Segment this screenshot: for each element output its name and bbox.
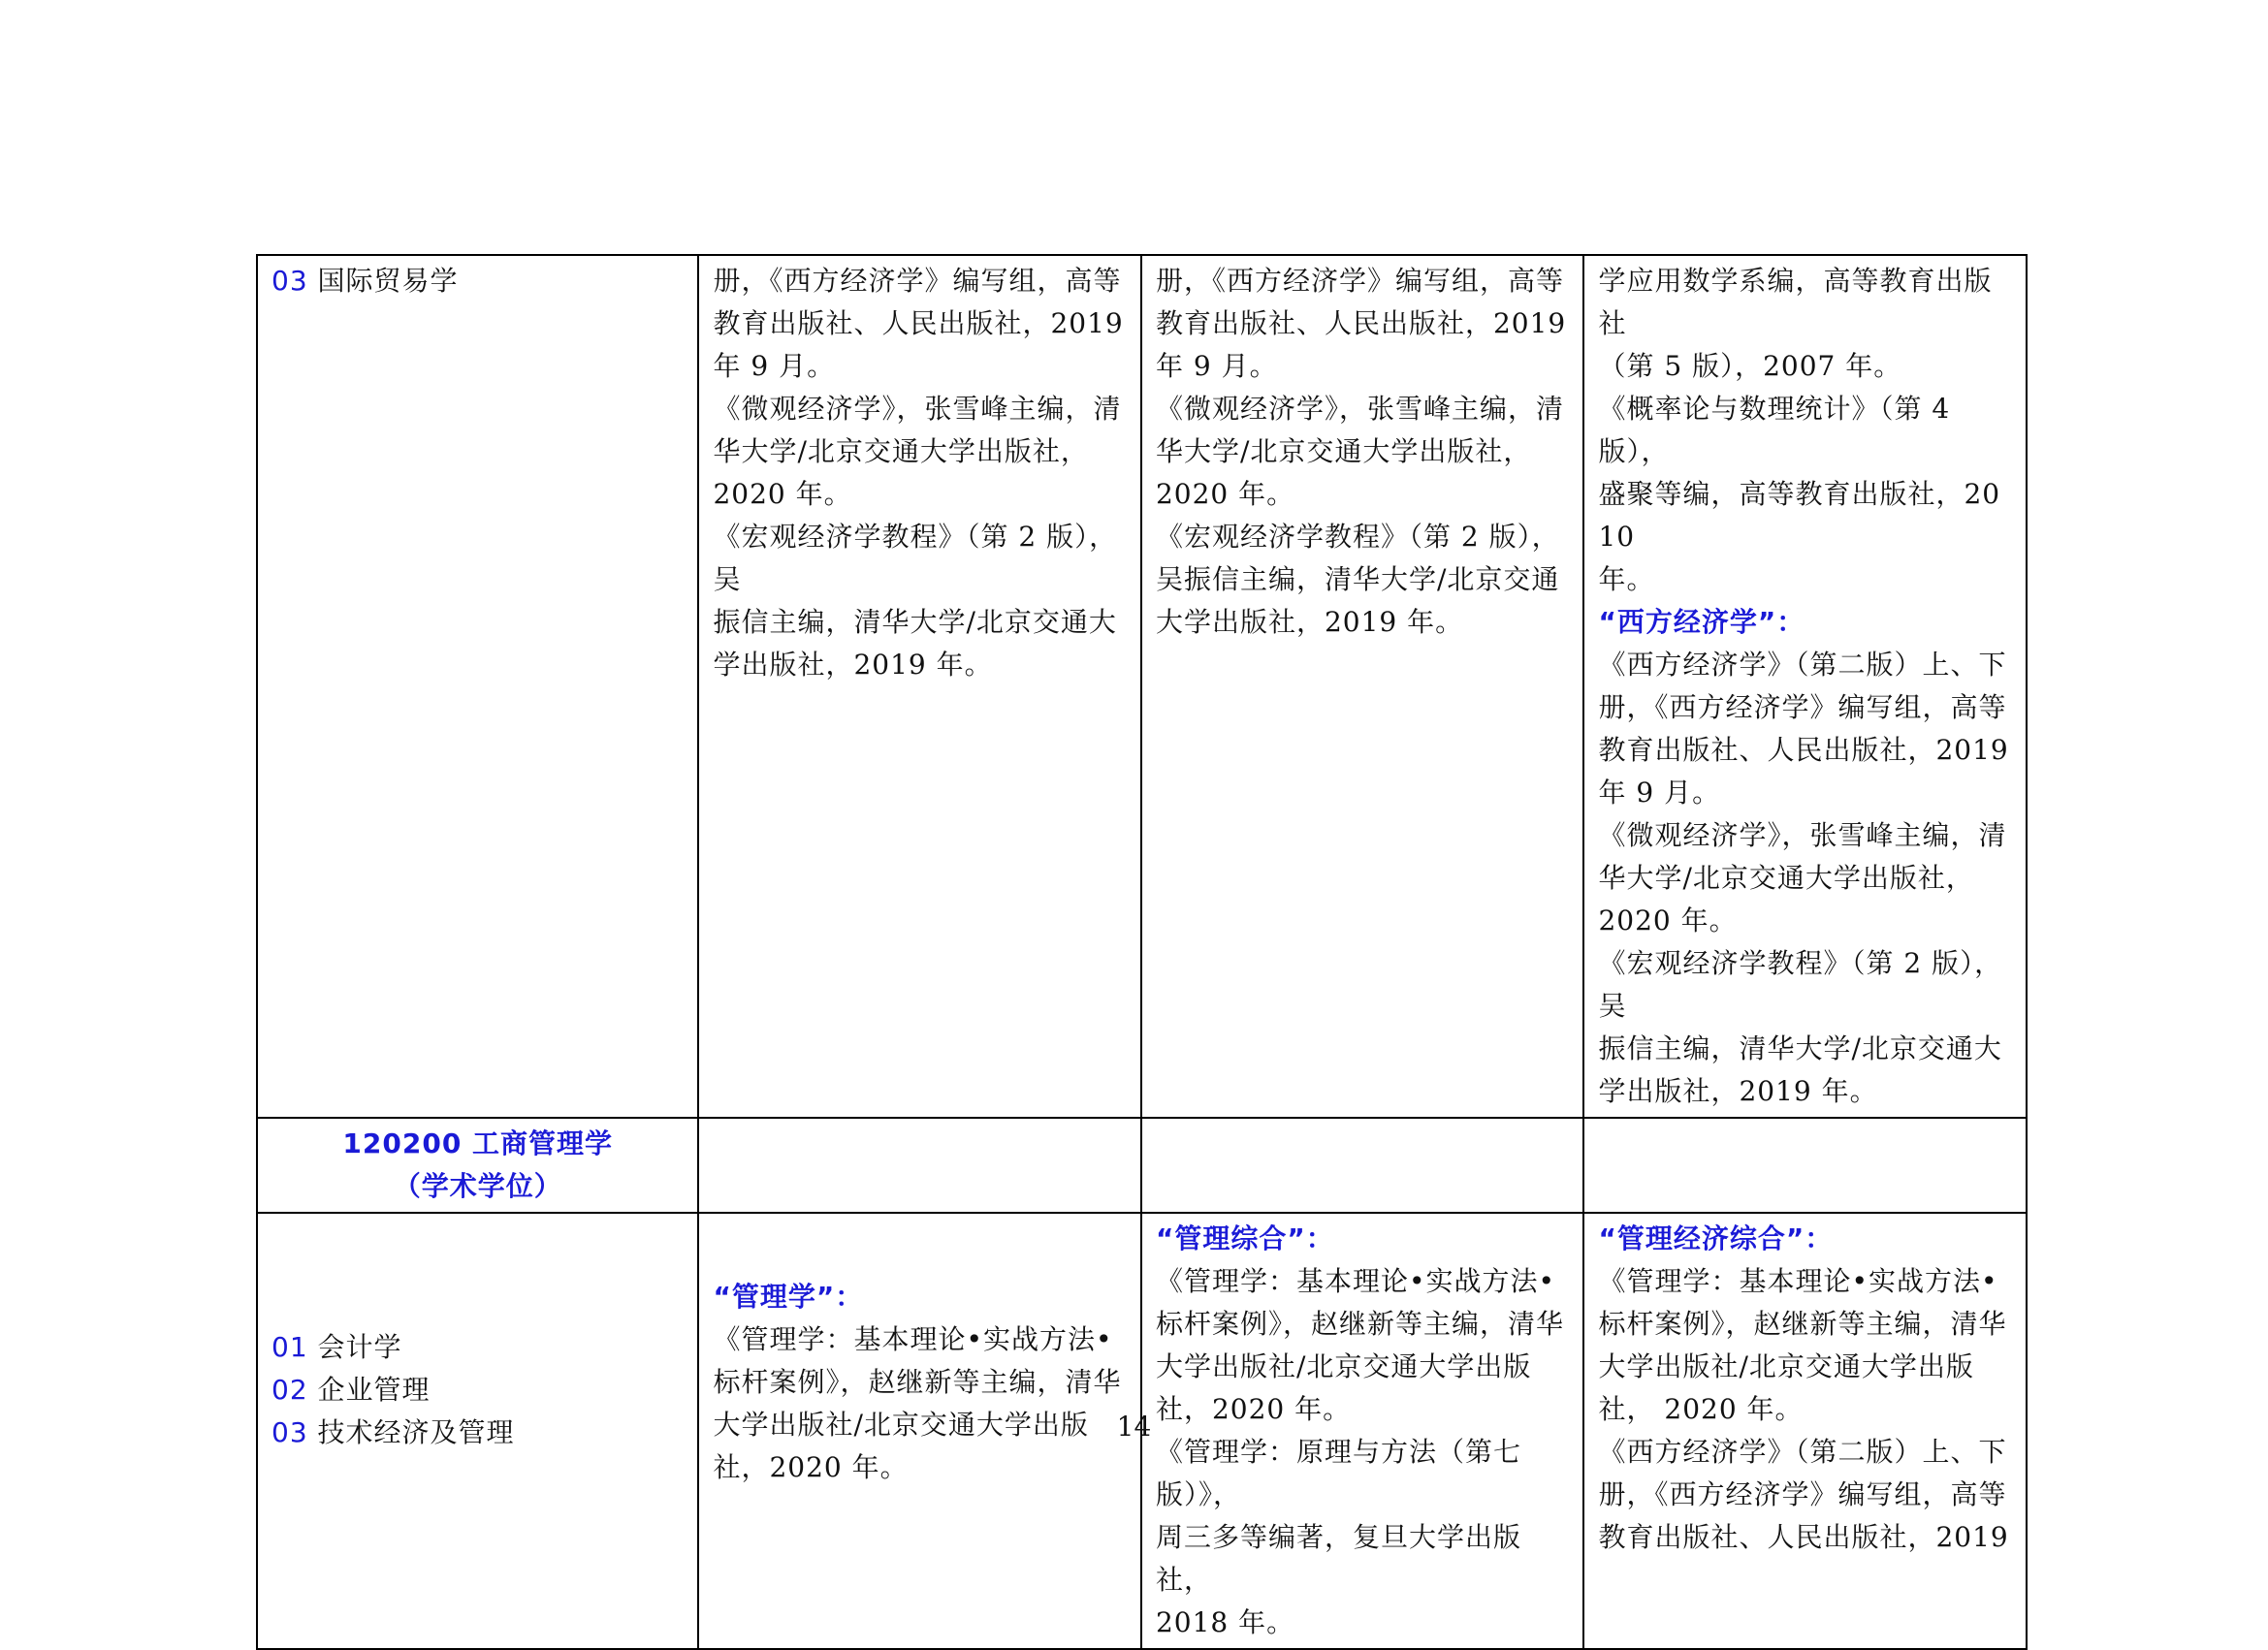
direction-name: 企业管理 xyxy=(317,1374,431,1406)
direction-cell xyxy=(257,255,698,1118)
table-row xyxy=(257,255,2027,1118)
reference-line: 2020 年。 xyxy=(713,478,852,510)
reference-line: 大学出版社/北京交通大学出版 xyxy=(713,1409,1089,1441)
direction-name: 技术经济及管理 xyxy=(317,1416,515,1448)
direction-name: 会计学 xyxy=(317,1331,402,1363)
reference-line: 标杆案例》，赵继新等主编，清华 xyxy=(713,1366,1122,1398)
reference-line: 标杆案例》，赵继新等主编，清华 xyxy=(1598,1308,2007,1340)
reference-line: 教育出版社、人民出版社，2019 xyxy=(1598,734,2009,766)
table-row xyxy=(257,1118,2027,1213)
direction-code: 01 xyxy=(272,1331,308,1363)
direction-code: 02 xyxy=(272,1374,308,1406)
empty-cell xyxy=(698,1118,1141,1213)
reference-line: 《宏观经济学教程》（第 2 版），吴 xyxy=(1598,947,2003,1022)
reference-line: 册，《西方经济学》编写组，高等 xyxy=(1155,265,1564,297)
direction-item xyxy=(272,1326,684,1369)
reference-line: 大学出版社/北京交通大学出版 xyxy=(1155,1350,1532,1382)
subject-3-cell xyxy=(1583,255,2027,1118)
subject-heading: “西方经济学”： xyxy=(1598,606,1805,638)
reference-line: 教育出版社、人民出版社，2019 xyxy=(713,307,1124,339)
reference-line: 《管理学：基本理论•实战方法• xyxy=(1155,1265,1556,1297)
major-cell xyxy=(257,1118,698,1213)
reference-line: 《微观经济学》，张雪峰主编，清 xyxy=(713,393,1122,425)
reference-line: 《西方经济学》（第二版）上、下 xyxy=(1598,1436,2007,1468)
reference-line: 标杆案例》，赵继新等主编，清华 xyxy=(1155,1308,1564,1340)
major-degree-type: （学术学位） xyxy=(393,1170,562,1202)
reference-line: 盛聚等编，高等教育出版社，2010 xyxy=(1598,478,2001,553)
empty-cell xyxy=(1141,1118,1584,1213)
reference-line: 年 9 月。 xyxy=(1155,350,1278,382)
direction-code: 03 xyxy=(272,1416,308,1448)
reference-line: 2018 年。 xyxy=(1155,1606,1295,1638)
subject-heading: “管理综合”： xyxy=(1155,1222,1334,1254)
reference-line: 册，《西方经济学》编写组，高等 xyxy=(713,265,1122,297)
reference-line: 《管理学：基本理论•实战方法• xyxy=(1598,1265,1998,1297)
reference-line: 社，2020 年。 xyxy=(713,1451,909,1483)
reference-line: 《管理学：基本理论•实战方法• xyxy=(713,1323,1113,1355)
reference-line: 学应用数学系编，高等教育出版社 xyxy=(1598,265,1993,339)
reference-line: 《宏观经济学教程》（第 2 版）， xyxy=(1155,521,1560,553)
reference-line: 吴振信主编，清华大学/北京交通 xyxy=(1155,563,1560,595)
reference-line: 教育出版社、人民出版社，2019 xyxy=(1598,1521,2009,1553)
page-number: 14 xyxy=(1116,1411,1152,1443)
reference-line: 华大学/北京交通大学出版社， xyxy=(1598,862,1974,894)
reference-line: 华大学/北京交通大学出版社， xyxy=(1155,435,1532,467)
reference-line: 大学出版社/北京交通大学出版 xyxy=(1598,1350,1974,1382)
reference-line: 学出版社，2019 年。 xyxy=(713,649,993,681)
reference-line: 册，《西方经济学》编写组，高等 xyxy=(1598,1478,2007,1510)
direction-name: 国际贸易学 xyxy=(317,265,459,297)
empty-cell xyxy=(1583,1118,2027,1213)
reference-line: 学出版社，2019 年。 xyxy=(1598,1075,1878,1107)
subject-heading: “管理学”： xyxy=(713,1281,864,1313)
subject-heading: “管理经济综合”： xyxy=(1598,1222,1834,1254)
reference-line: 振信主编，清华大学/北京交通大 xyxy=(1598,1032,2002,1064)
direction-item xyxy=(272,260,684,302)
reference-line: 教育出版社、人民出版社，2019 xyxy=(1155,307,1567,339)
direction-item xyxy=(272,1369,684,1412)
direction-code: 03 xyxy=(272,265,308,297)
reference-line: 周三多等编著，复旦大学出版社， xyxy=(1155,1521,1521,1596)
reference-line: 年。 xyxy=(1598,563,1655,595)
reference-line: 《宏观经济学教程》（第 2 版），吴 xyxy=(713,521,1118,595)
reference-line: 册，《西方经济学》编写组，高等 xyxy=(1598,691,2007,723)
reference-line: 华大学/北京交通大学出版社， xyxy=(713,435,1089,467)
reference-line: 《微观经济学》，张雪峰主编，清 xyxy=(1598,819,2007,851)
reference-line: 大学出版社，2019 年。 xyxy=(1155,606,1464,638)
reference-line: 年 9 月。 xyxy=(713,350,836,382)
reference-line: （第 5 版），2007 年。 xyxy=(1598,350,1902,382)
reference-line: 年 9 月。 xyxy=(1598,777,1721,809)
major-title: 120200 工商管理学 xyxy=(342,1127,614,1159)
reference-line: 社，2020 年。 xyxy=(1155,1393,1352,1425)
subject-1-cell xyxy=(698,255,1141,1118)
subject-2-cell xyxy=(1141,255,1584,1118)
reference-line: 社， 2020 年。 xyxy=(1598,1393,1804,1425)
reference-line: 振信主编，清华大学/北京交通大 xyxy=(713,606,1117,638)
reference-line: 《管理学：原理与方法（第七版）》， xyxy=(1155,1436,1521,1510)
reference-line: 2020 年。 xyxy=(1155,478,1295,510)
reference-line: 《西方经济学》（第二版）上、下 xyxy=(1598,649,2007,681)
reference-line: 2020 年。 xyxy=(1598,904,1738,936)
reference-line: 《概率论与数理统计》（第 4 版）， xyxy=(1598,393,1951,467)
reference-line: 《微观经济学》，张雪峰主编，清 xyxy=(1155,393,1564,425)
